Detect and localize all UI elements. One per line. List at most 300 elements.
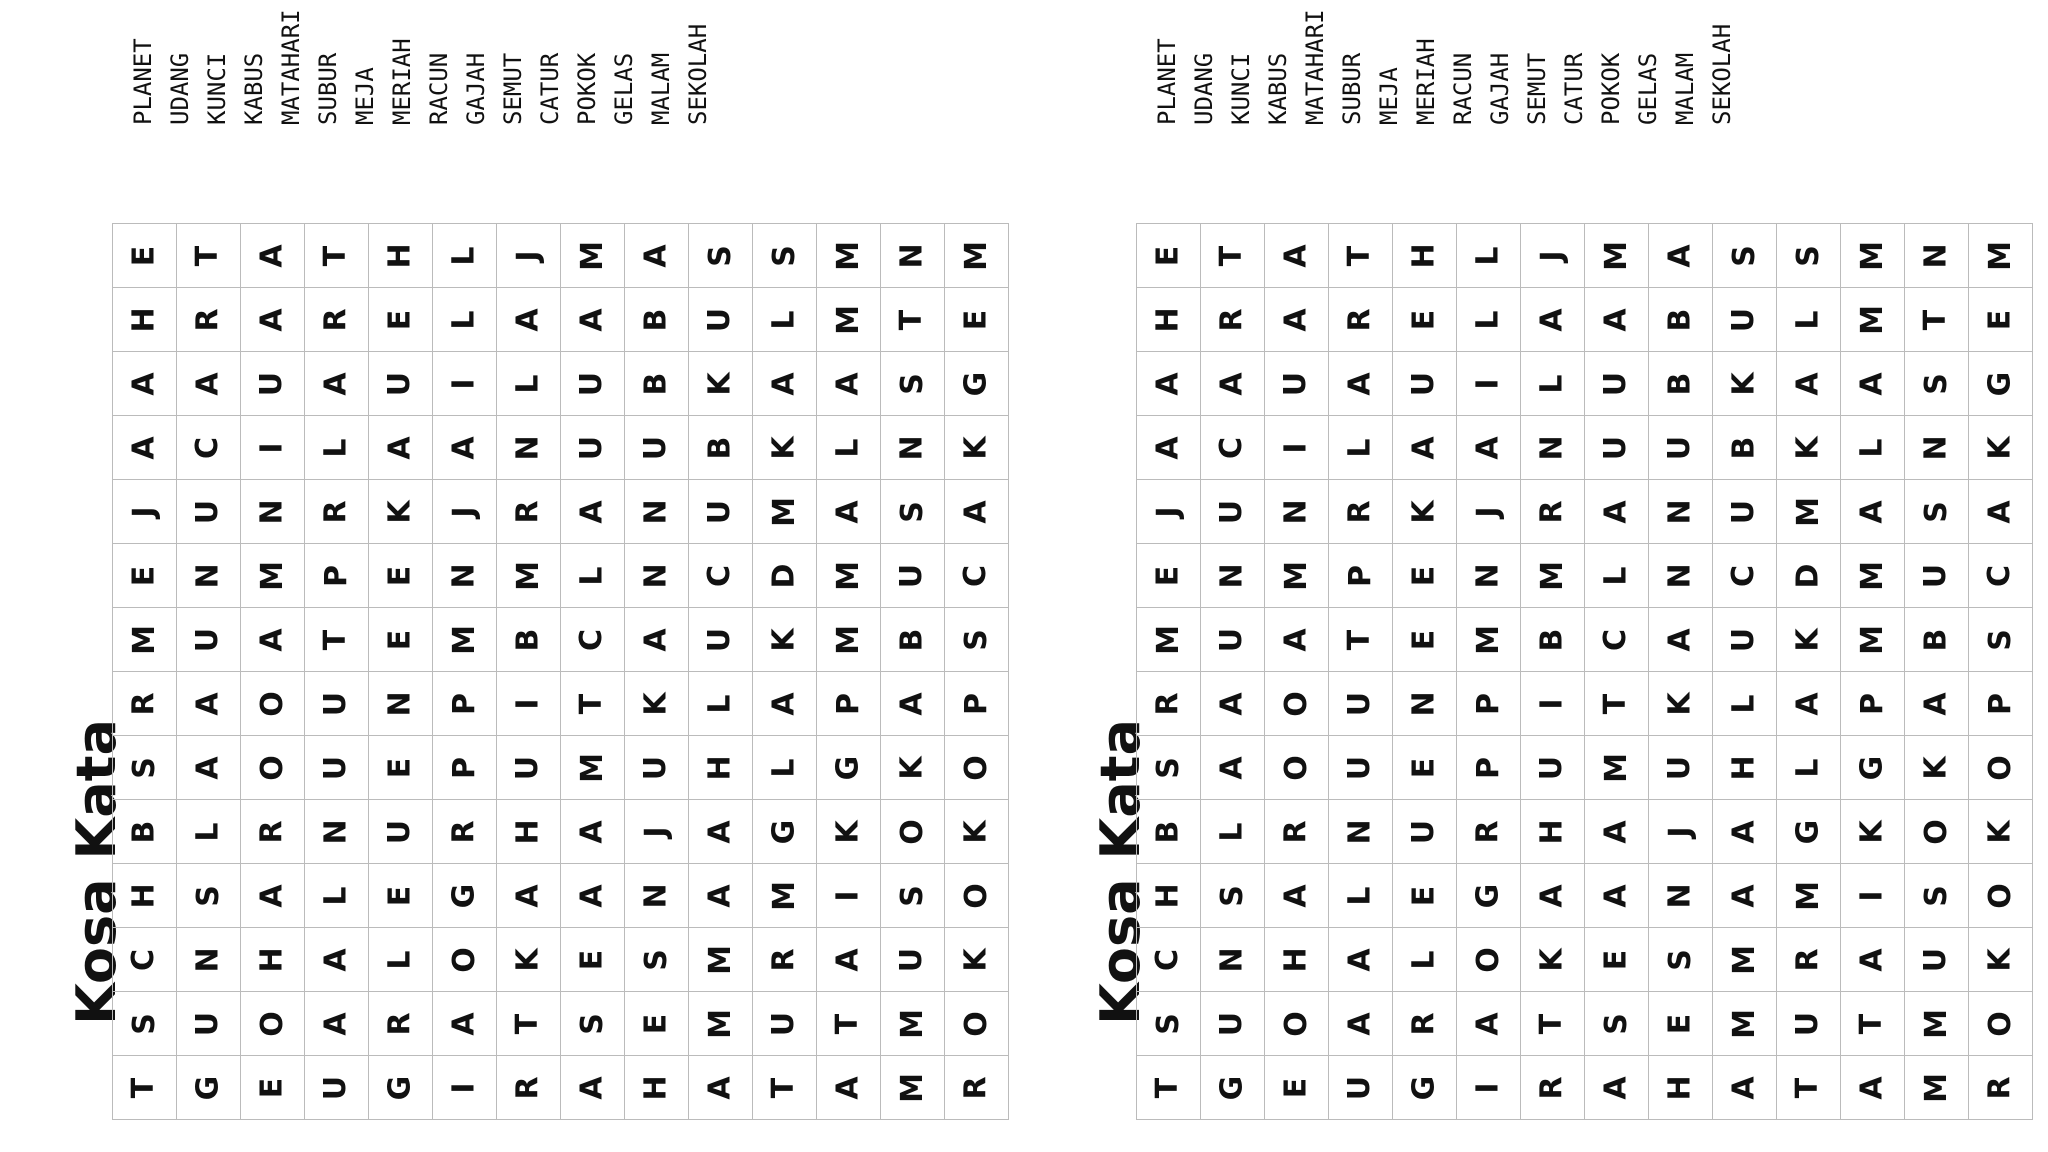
- grid-cell[interactable]: [1201, 480, 1265, 544]
- grid-cell[interactable]: [945, 864, 1009, 928]
- grid-cell[interactable]: [753, 672, 817, 736]
- grid-cell[interactable]: [305, 544, 369, 608]
- grid-cell[interactable]: [1457, 288, 1521, 352]
- grid-cell[interactable]: [1265, 480, 1329, 544]
- grid-cell[interactable]: [1969, 608, 2033, 672]
- grid-cell[interactable]: [305, 288, 369, 352]
- grid-cell[interactable]: [1329, 288, 1393, 352]
- grid-cell[interactable]: [1649, 864, 1713, 928]
- grid-cell[interactable]: [305, 224, 369, 288]
- grid-cell[interactable]: [1585, 928, 1649, 992]
- grid-cell[interactable]: [689, 288, 753, 352]
- grid-cell[interactable]: [1521, 352, 1585, 416]
- grid-cell[interactable]: [177, 1056, 241, 1120]
- grid-cell[interactable]: [881, 736, 945, 800]
- grid-cell[interactable]: [305, 352, 369, 416]
- grid-cell[interactable]: [241, 288, 305, 352]
- grid-cell[interactable]: [1393, 224, 1457, 288]
- grid-cell[interactable]: [1457, 352, 1521, 416]
- grid-cell[interactable]: [1841, 352, 1905, 416]
- grid-cell[interactable]: [1585, 224, 1649, 288]
- grid-cell[interactable]: [1521, 928, 1585, 992]
- grid-cell[interactable]: [817, 864, 881, 928]
- grid-cell[interactable]: [305, 928, 369, 992]
- grid-cell[interactable]: [1457, 224, 1521, 288]
- grid-cell[interactable]: [1137, 736, 1201, 800]
- grid-cell[interactable]: [241, 1056, 305, 1120]
- grid-cell[interactable]: [113, 928, 177, 992]
- grid-cell[interactable]: [113, 608, 177, 672]
- grid-cell[interactable]: [1521, 416, 1585, 480]
- grid-cell[interactable]: [1841, 288, 1905, 352]
- grid-cell[interactable]: [1905, 736, 1969, 800]
- grid-cell[interactable]: [1777, 352, 1841, 416]
- grid-cell[interactable]: [1393, 736, 1457, 800]
- grid-cell[interactable]: [625, 480, 689, 544]
- grid-cell[interactable]: [817, 928, 881, 992]
- grid-cell[interactable]: [1777, 864, 1841, 928]
- grid-cell[interactable]: [1649, 672, 1713, 736]
- grid-cell[interactable]: [881, 992, 945, 1056]
- grid-cell[interactable]: [689, 800, 753, 864]
- grid-cell[interactable]: [1457, 864, 1521, 928]
- grid-cell[interactable]: [1713, 352, 1777, 416]
- grid-cell[interactable]: [1841, 1056, 1905, 1120]
- grid-cell[interactable]: [1329, 736, 1393, 800]
- grid-cell[interactable]: [113, 288, 177, 352]
- grid-cell[interactable]: [1969, 480, 2033, 544]
- grid-cell[interactable]: [1265, 928, 1329, 992]
- grid-cell[interactable]: [881, 224, 945, 288]
- grid-cell[interactable]: [561, 416, 625, 480]
- grid-cell[interactable]: [1201, 672, 1265, 736]
- grid-cell[interactable]: [753, 416, 817, 480]
- grid-cell[interactable]: [1969, 352, 2033, 416]
- grid-cell[interactable]: [369, 608, 433, 672]
- grid-cell[interactable]: [1969, 1056, 2033, 1120]
- grid-cell[interactable]: [1841, 736, 1905, 800]
- grid-cell[interactable]: [1713, 480, 1777, 544]
- grid-cell[interactable]: [1969, 544, 2033, 608]
- grid-cell[interactable]: [1905, 672, 1969, 736]
- grid-cell[interactable]: [369, 992, 433, 1056]
- grid-cell[interactable]: [945, 672, 1009, 736]
- grid-cell[interactable]: [1265, 288, 1329, 352]
- grid-cell[interactable]: [881, 288, 945, 352]
- grid-cell[interactable]: [753, 352, 817, 416]
- grid-cell[interactable]: [305, 736, 369, 800]
- grid-cell[interactable]: [113, 672, 177, 736]
- grid-cell[interactable]: [753, 544, 817, 608]
- grid-cell[interactable]: [241, 672, 305, 736]
- grid-cell[interactable]: [753, 800, 817, 864]
- grid-cell[interactable]: [561, 800, 625, 864]
- grid-cell[interactable]: [177, 416, 241, 480]
- grid-cell[interactable]: [1265, 224, 1329, 288]
- grid-cell[interactable]: [497, 224, 561, 288]
- grid-cell[interactable]: [625, 864, 689, 928]
- grid-cell[interactable]: [561, 736, 625, 800]
- grid-cell[interactable]: [625, 608, 689, 672]
- grid-cell[interactable]: [497, 992, 561, 1056]
- grid-cell[interactable]: [1713, 544, 1777, 608]
- grid-cell[interactable]: [1457, 992, 1521, 1056]
- grid-cell[interactable]: [1841, 864, 1905, 928]
- grid-cell[interactable]: [1201, 928, 1265, 992]
- grid-cell[interactable]: [1521, 608, 1585, 672]
- grid-cell[interactable]: [753, 992, 817, 1056]
- grid-cell[interactable]: [1585, 416, 1649, 480]
- grid-cell[interactable]: [817, 352, 881, 416]
- grid-cell[interactable]: [1521, 1056, 1585, 1120]
- grid-cell[interactable]: [945, 928, 1009, 992]
- grid-cell[interactable]: [1777, 288, 1841, 352]
- grid-cell[interactable]: [1265, 544, 1329, 608]
- grid-cell[interactable]: [497, 864, 561, 928]
- grid-cell[interactable]: [1521, 224, 1585, 288]
- grid-cell[interactable]: [1713, 288, 1777, 352]
- grid-cell[interactable]: [753, 928, 817, 992]
- grid-cell[interactable]: [1393, 352, 1457, 416]
- grid-cell[interactable]: [1585, 480, 1649, 544]
- grid-cell[interactable]: [369, 416, 433, 480]
- grid-cell[interactable]: [1649, 480, 1713, 544]
- grid-cell[interactable]: [1521, 480, 1585, 544]
- grid-cell[interactable]: [1713, 608, 1777, 672]
- grid-cell[interactable]: [1585, 608, 1649, 672]
- grid-cell[interactable]: [881, 800, 945, 864]
- grid-cell[interactable]: [113, 992, 177, 1056]
- grid-cell[interactable]: [1777, 992, 1841, 1056]
- grid-cell[interactable]: [369, 928, 433, 992]
- grid-cell[interactable]: [817, 224, 881, 288]
- grid-cell[interactable]: [369, 800, 433, 864]
- grid-cell[interactable]: [305, 416, 369, 480]
- grid-cell[interactable]: [433, 352, 497, 416]
- grid-cell[interactable]: [881, 480, 945, 544]
- grid-cell[interactable]: [1201, 736, 1265, 800]
- grid-cell[interactable]: [1393, 1056, 1457, 1120]
- grid-cell[interactable]: [817, 480, 881, 544]
- grid-cell[interactable]: [177, 224, 241, 288]
- grid-cell[interactable]: [561, 544, 625, 608]
- grid-cell[interactable]: [1905, 352, 1969, 416]
- grid-cell[interactable]: [1969, 224, 2033, 288]
- grid-cell[interactable]: [753, 480, 817, 544]
- grid-cell[interactable]: [1713, 416, 1777, 480]
- grid-cell[interactable]: [497, 352, 561, 416]
- grid-cell[interactable]: [305, 672, 369, 736]
- grid-cell[interactable]: [177, 992, 241, 1056]
- grid-cell[interactable]: [305, 480, 369, 544]
- grid-cell[interactable]: [817, 288, 881, 352]
- grid-cell[interactable]: [1265, 736, 1329, 800]
- grid-cell[interactable]: [369, 352, 433, 416]
- grid-cell[interactable]: [305, 864, 369, 928]
- grid-cell[interactable]: [1457, 608, 1521, 672]
- grid-cell[interactable]: [1777, 544, 1841, 608]
- grid-cell[interactable]: [241, 928, 305, 992]
- grid-cell[interactable]: [881, 352, 945, 416]
- grid-cell[interactable]: [945, 736, 1009, 800]
- grid-cell[interactable]: [1265, 608, 1329, 672]
- grid-cell[interactable]: [1649, 224, 1713, 288]
- grid-cell[interactable]: [1649, 928, 1713, 992]
- grid-cell[interactable]: [945, 416, 1009, 480]
- grid-cell[interactable]: [625, 672, 689, 736]
- grid-cell[interactable]: [817, 672, 881, 736]
- grid-cell[interactable]: [1137, 608, 1201, 672]
- grid-cell[interactable]: [753, 1056, 817, 1120]
- grid-cell[interactable]: [177, 480, 241, 544]
- grid-cell[interactable]: [177, 864, 241, 928]
- grid-cell[interactable]: [433, 480, 497, 544]
- grid-cell[interactable]: [1265, 992, 1329, 1056]
- grid-cell[interactable]: [1457, 544, 1521, 608]
- grid-cell[interactable]: [1393, 544, 1457, 608]
- grid-cell[interactable]: [1137, 352, 1201, 416]
- grid-cell[interactable]: [1969, 800, 2033, 864]
- grid-cell[interactable]: [305, 608, 369, 672]
- grid-cell[interactable]: [817, 1056, 881, 1120]
- grid-cell[interactable]: [689, 224, 753, 288]
- grid-cell[interactable]: [945, 544, 1009, 608]
- grid-cell[interactable]: [1969, 416, 2033, 480]
- grid-cell[interactable]: [625, 288, 689, 352]
- grid-cell[interactable]: [1969, 288, 2033, 352]
- grid-cell[interactable]: [241, 224, 305, 288]
- grid-cell[interactable]: [369, 224, 433, 288]
- grid-cell[interactable]: [689, 672, 753, 736]
- grid-cell[interactable]: [1521, 800, 1585, 864]
- grid-cell[interactable]: [1329, 864, 1393, 928]
- grid-cell[interactable]: [1201, 800, 1265, 864]
- grid-cell[interactable]: [1649, 544, 1713, 608]
- grid-cell[interactable]: [1137, 800, 1201, 864]
- grid-cell[interactable]: [113, 480, 177, 544]
- grid-cell[interactable]: [1905, 544, 1969, 608]
- grid-cell[interactable]: [1137, 544, 1201, 608]
- grid-cell[interactable]: [241, 480, 305, 544]
- grid-cell[interactable]: [1329, 224, 1393, 288]
- grid-cell[interactable]: [241, 864, 305, 928]
- grid-cell[interactable]: [1265, 800, 1329, 864]
- grid-cell[interactable]: [1393, 288, 1457, 352]
- grid-cell[interactable]: [753, 224, 817, 288]
- grid-cell[interactable]: [817, 416, 881, 480]
- grid-cell[interactable]: [625, 224, 689, 288]
- grid-cell[interactable]: [1841, 800, 1905, 864]
- grid-cell[interactable]: [1585, 288, 1649, 352]
- grid-cell[interactable]: [1137, 928, 1201, 992]
- grid-cell[interactable]: [433, 288, 497, 352]
- grid-cell[interactable]: [1457, 1056, 1521, 1120]
- grid-cell[interactable]: [1585, 544, 1649, 608]
- grid-cell[interactable]: [177, 608, 241, 672]
- grid-cell[interactable]: [1777, 224, 1841, 288]
- grid-cell[interactable]: [625, 800, 689, 864]
- grid-cell[interactable]: [113, 544, 177, 608]
- grid-cell[interactable]: [817, 608, 881, 672]
- grid-cell[interactable]: [241, 544, 305, 608]
- grid-cell[interactable]: [1137, 480, 1201, 544]
- grid-cell[interactable]: [1713, 672, 1777, 736]
- grid-cell[interactable]: [1201, 224, 1265, 288]
- grid-cell[interactable]: [625, 544, 689, 608]
- grid-cell[interactable]: [1649, 1056, 1713, 1120]
- grid-cell[interactable]: [881, 544, 945, 608]
- grid-cell[interactable]: [497, 1056, 561, 1120]
- grid-cell[interactable]: [241, 608, 305, 672]
- grid-cell[interactable]: [1265, 1056, 1329, 1120]
- grid-cell[interactable]: [1137, 864, 1201, 928]
- grid-cell[interactable]: [689, 352, 753, 416]
- grid-cell[interactable]: [1713, 928, 1777, 992]
- grid-cell[interactable]: [1201, 288, 1265, 352]
- grid-cell[interactable]: [1137, 992, 1201, 1056]
- grid-cell[interactable]: [1521, 736, 1585, 800]
- grid-cell[interactable]: [625, 736, 689, 800]
- grid-cell[interactable]: [305, 800, 369, 864]
- grid-cell[interactable]: [1841, 672, 1905, 736]
- grid-cell[interactable]: [1201, 864, 1265, 928]
- grid-cell[interactable]: [881, 672, 945, 736]
- grid-cell[interactable]: [1457, 928, 1521, 992]
- grid-cell[interactable]: [1457, 672, 1521, 736]
- grid-cell[interactable]: [1969, 864, 2033, 928]
- grid-cell[interactable]: [1329, 416, 1393, 480]
- grid-cell[interactable]: [945, 288, 1009, 352]
- grid-cell[interactable]: [497, 928, 561, 992]
- grid-cell[interactable]: [1137, 224, 1201, 288]
- grid-cell[interactable]: [1265, 352, 1329, 416]
- grid-cell[interactable]: [1649, 992, 1713, 1056]
- grid-cell[interactable]: [497, 416, 561, 480]
- grid-cell[interactable]: [241, 992, 305, 1056]
- grid-cell[interactable]: [1457, 736, 1521, 800]
- grid-cell[interactable]: [881, 864, 945, 928]
- grid-cell[interactable]: [1329, 992, 1393, 1056]
- grid-cell[interactable]: [497, 736, 561, 800]
- grid-cell[interactable]: [1521, 544, 1585, 608]
- grid-cell[interactable]: [497, 544, 561, 608]
- grid-cell[interactable]: [113, 800, 177, 864]
- grid-cell[interactable]: [625, 352, 689, 416]
- grid-cell[interactable]: [689, 992, 753, 1056]
- grid-cell[interactable]: [561, 608, 625, 672]
- grid-cell[interactable]: [369, 544, 433, 608]
- grid-cell[interactable]: [113, 416, 177, 480]
- grid-cell[interactable]: [753, 608, 817, 672]
- grid-cell[interactable]: [1585, 800, 1649, 864]
- grid-cell[interactable]: [1905, 1056, 1969, 1120]
- grid-cell[interactable]: [945, 352, 1009, 416]
- grid-cell[interactable]: [369, 480, 433, 544]
- grid-cell[interactable]: [433, 544, 497, 608]
- grid-cell[interactable]: [241, 736, 305, 800]
- grid-cell[interactable]: [817, 992, 881, 1056]
- grid-cell[interactable]: [1841, 480, 1905, 544]
- grid-cell[interactable]: [1457, 416, 1521, 480]
- grid-cell[interactable]: [625, 1056, 689, 1120]
- grid-cell[interactable]: [1777, 672, 1841, 736]
- grid-cell[interactable]: [1777, 608, 1841, 672]
- grid-cell[interactable]: [689, 1056, 753, 1120]
- grid-cell[interactable]: [945, 1056, 1009, 1120]
- grid-cell[interactable]: [433, 864, 497, 928]
- grid-cell[interactable]: [561, 672, 625, 736]
- grid-cell[interactable]: [241, 416, 305, 480]
- grid-cell[interactable]: [1969, 928, 2033, 992]
- grid-cell[interactable]: [433, 608, 497, 672]
- grid-cell[interactable]: [1137, 416, 1201, 480]
- grid-cell[interactable]: [1329, 480, 1393, 544]
- grid-cell[interactable]: [625, 928, 689, 992]
- grid-cell[interactable]: [1201, 544, 1265, 608]
- grid-cell[interactable]: [113, 352, 177, 416]
- grid-cell[interactable]: [241, 352, 305, 416]
- grid-cell[interactable]: [1969, 672, 2033, 736]
- grid-cell[interactable]: [1905, 608, 1969, 672]
- grid-cell[interactable]: [1585, 992, 1649, 1056]
- grid-cell[interactable]: [689, 416, 753, 480]
- grid-cell[interactable]: [1137, 1056, 1201, 1120]
- grid-cell[interactable]: [1393, 992, 1457, 1056]
- grid-cell[interactable]: [561, 864, 625, 928]
- grid-cell[interactable]: [113, 224, 177, 288]
- grid-cell[interactable]: [433, 416, 497, 480]
- grid-cell[interactable]: [817, 544, 881, 608]
- grid-cell[interactable]: [433, 736, 497, 800]
- grid-cell[interactable]: [1713, 800, 1777, 864]
- grid-cell[interactable]: [1841, 608, 1905, 672]
- grid-cell[interactable]: [561, 992, 625, 1056]
- grid-cell[interactable]: [1201, 352, 1265, 416]
- grid-cell[interactable]: [1905, 864, 1969, 928]
- grid-cell[interactable]: [1393, 864, 1457, 928]
- grid-cell[interactable]: [369, 864, 433, 928]
- grid-cell[interactable]: [497, 800, 561, 864]
- grid-cell[interactable]: [1265, 416, 1329, 480]
- grid-cell[interactable]: [1137, 672, 1201, 736]
- grid-cell[interactable]: [881, 1056, 945, 1120]
- grid-cell[interactable]: [1649, 416, 1713, 480]
- grid-cell[interactable]: [817, 800, 881, 864]
- grid-cell[interactable]: [305, 992, 369, 1056]
- grid-cell[interactable]: [1329, 1056, 1393, 1120]
- grid-cell[interactable]: [369, 1056, 433, 1120]
- grid-cell[interactable]: [561, 928, 625, 992]
- grid-cell[interactable]: [177, 544, 241, 608]
- grid-cell[interactable]: [369, 672, 433, 736]
- grid-cell[interactable]: [1905, 928, 1969, 992]
- grid-cell[interactable]: [1841, 928, 1905, 992]
- grid-cell[interactable]: [1649, 800, 1713, 864]
- grid-cell[interactable]: [177, 736, 241, 800]
- grid-cell[interactable]: [433, 928, 497, 992]
- grid-cell[interactable]: [881, 608, 945, 672]
- grid-cell[interactable]: [1969, 992, 2033, 1056]
- grid-cell[interactable]: [1777, 928, 1841, 992]
- grid-cell[interactable]: [369, 736, 433, 800]
- grid-cell[interactable]: [433, 800, 497, 864]
- grid-cell[interactable]: [433, 1056, 497, 1120]
- grid-cell[interactable]: [1393, 416, 1457, 480]
- grid-cell[interactable]: [1905, 480, 1969, 544]
- grid-cell[interactable]: [1841, 544, 1905, 608]
- grid-cell[interactable]: [177, 672, 241, 736]
- grid-cell[interactable]: [1201, 1056, 1265, 1120]
